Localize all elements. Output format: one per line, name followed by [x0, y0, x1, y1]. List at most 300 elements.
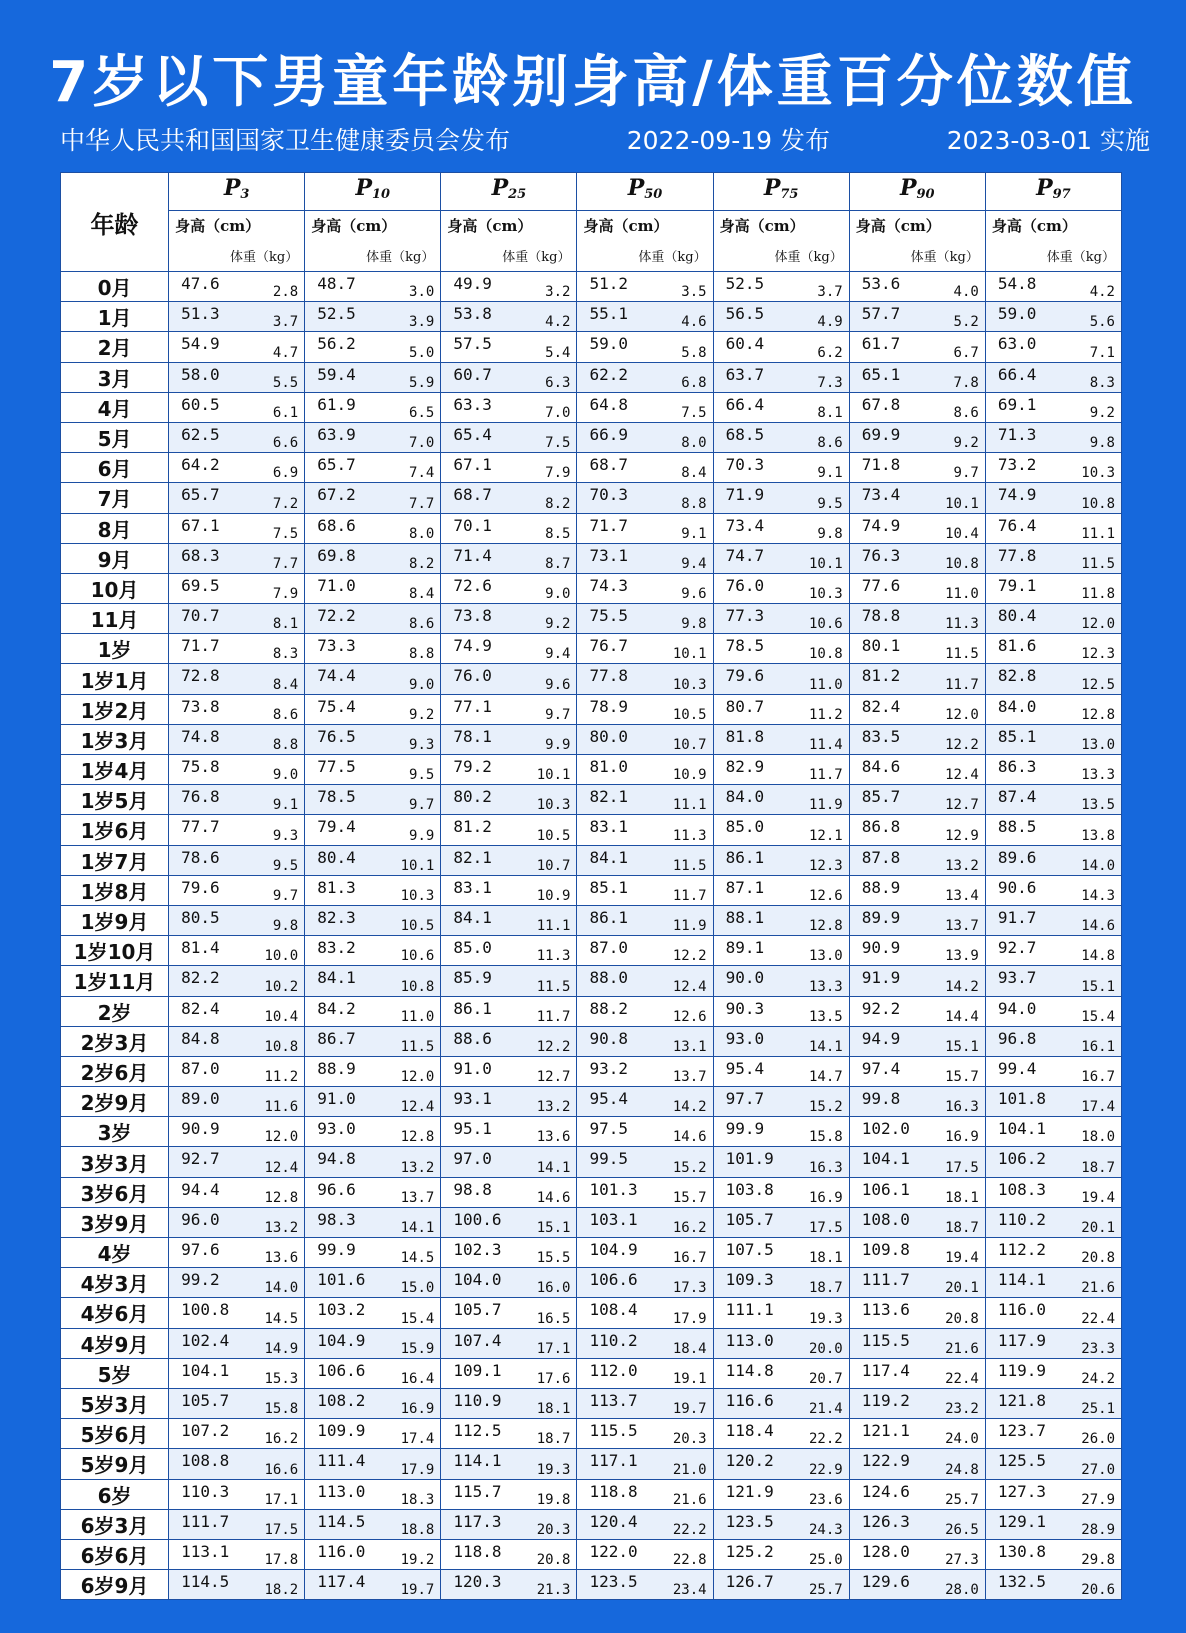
percentile-number: 75	[780, 187, 799, 202]
weight-value: 13.0	[1081, 737, 1115, 753]
value-cell	[713, 302, 849, 332]
value-cell	[985, 1147, 1121, 1177]
value-cell	[577, 543, 713, 573]
value-cell	[441, 1509, 577, 1539]
height-value: 88.5	[997, 817, 1037, 837]
age-cell: 4岁6月	[61, 1298, 169, 1328]
height-value: 126.3	[861, 1511, 910, 1531]
table-row	[61, 996, 1122, 1026]
weight-value: 9.7	[953, 465, 979, 482]
height-value: 122.0	[589, 1541, 638, 1561]
height-value: 97.6	[181, 1240, 220, 1259]
value-cell	[305, 362, 441, 392]
height-value: 128.0	[861, 1541, 910, 1561]
height-value: 112.0	[589, 1360, 638, 1380]
table-row	[61, 1509, 1122, 1539]
age-cell: 2岁3月	[61, 1026, 169, 1056]
height-value: 77.8	[997, 545, 1037, 565]
weight-value: 9.1	[272, 797, 299, 814]
height-value: 107.4	[453, 1330, 502, 1350]
height-value: 90.9	[181, 1119, 220, 1139]
weight-value: 19.1	[672, 1370, 707, 1387]
value-cell	[849, 543, 985, 573]
value-cell	[441, 1087, 577, 1117]
height-value: 103.2	[317, 1300, 366, 1320]
value-cell	[169, 1026, 305, 1056]
subtitle-bar	[60, 124, 1150, 158]
weight-value: 9.9	[545, 737, 571, 753]
value-cell	[441, 996, 577, 1026]
weight-value: 24.0	[945, 1431, 979, 1448]
weight-value: 13.7	[672, 1069, 707, 1086]
unit-header-cell	[985, 211, 1121, 272]
height-value: 74.4	[317, 666, 356, 686]
weight-value: 19.4	[945, 1250, 979, 1267]
weight-value: 7.0	[545, 404, 571, 421]
weight-value: 8.3	[1089, 374, 1115, 391]
height-value: 69.5	[181, 575, 220, 595]
table-row	[61, 483, 1122, 513]
height-value: 80.7	[725, 696, 765, 716]
value-cell	[713, 1570, 849, 1600]
weight-value: 19.3	[809, 1310, 843, 1327]
height-value: 67.2	[317, 485, 356, 505]
value-cell	[441, 302, 577, 332]
weight-value: 10.1	[400, 857, 435, 874]
value-cell	[305, 1056, 441, 1086]
height-value: 90.6	[997, 877, 1037, 897]
weight-value: 9.4	[545, 646, 571, 663]
height-value: 126.7	[725, 1572, 774, 1592]
value-cell	[849, 1419, 985, 1449]
effective-date: 2023-03-01 实施	[946, 126, 1150, 155]
weight-value: 12.9	[945, 827, 979, 844]
value-cell	[713, 332, 849, 362]
age-cell: 9月	[61, 543, 169, 573]
value-cell	[305, 422, 441, 452]
weight-value: 12.4	[264, 1159, 299, 1176]
height-value: 97.4	[861, 1058, 901, 1078]
value-cell	[985, 272, 1121, 302]
height-value: 87.4	[997, 787, 1037, 807]
weight-value: 11.7	[945, 676, 979, 693]
height-value: 68.7	[453, 485, 492, 505]
value-cell	[305, 1298, 441, 1328]
weight-value: 29.8	[1081, 1552, 1115, 1569]
weight-value: 13.2	[945, 857, 979, 874]
weight-value: 13.0	[809, 948, 843, 965]
value-cell	[305, 1147, 441, 1177]
height-value: 78.5	[725, 636, 765, 656]
value-cell	[849, 1147, 985, 1177]
weight-value: 15.7	[672, 1189, 707, 1206]
height-value: 73.3	[317, 636, 356, 656]
weight-value: 6.1	[272, 404, 299, 421]
height-value: 94.8	[317, 1149, 356, 1169]
weight-value: 12.6	[672, 1008, 707, 1025]
weight-value: 9.2	[1089, 404, 1115, 421]
height-value: 99.9	[317, 1240, 356, 1259]
value-cell	[577, 1509, 713, 1539]
height-value: 97.0	[453, 1149, 492, 1169]
height-value: 129.6	[861, 1572, 910, 1592]
height-value: 54.9	[181, 334, 220, 354]
table-row	[61, 1268, 1122, 1298]
weight-value: 11.2	[809, 706, 843, 723]
value-cell	[169, 1388, 305, 1418]
height-value: 77.6	[861, 575, 901, 595]
weight-value: 16.2	[264, 1431, 299, 1448]
weight-value: 21.6	[945, 1340, 979, 1357]
height-value: 76.5	[317, 726, 356, 746]
height-value: 62.5	[181, 424, 220, 444]
height-value: 68.3	[181, 545, 220, 565]
age-cell: 1岁3月	[61, 724, 169, 754]
weight-value: 7.0	[409, 435, 435, 452]
value-cell	[169, 513, 305, 543]
weight-unit-label: 体重（kg）	[910, 250, 979, 265]
value-cell	[305, 966, 441, 996]
value-cell	[169, 1539, 305, 1569]
weight-value: 21.0	[672, 1461, 707, 1478]
table-row	[61, 905, 1122, 935]
table-row	[61, 755, 1122, 785]
table-row	[61, 694, 1122, 724]
value-cell	[305, 1087, 441, 1117]
weight-value: 14.6	[536, 1189, 571, 1206]
height-value: 108.0	[861, 1209, 910, 1229]
value-cell	[849, 905, 985, 935]
value-cell	[305, 1509, 441, 1539]
value-cell	[713, 604, 849, 634]
height-value: 88.0	[589, 968, 628, 988]
value-cell	[577, 996, 713, 1026]
value-cell	[441, 392, 577, 422]
weight-value: 6.3	[545, 374, 571, 391]
age-column-header: 年龄	[61, 173, 169, 272]
value-cell	[169, 724, 305, 754]
height-value: 52.5	[317, 304, 356, 324]
height-value: 64.8	[589, 394, 628, 414]
height-value: 114.1	[453, 1451, 502, 1471]
weight-value: 8.6	[817, 435, 843, 452]
weight-value: 9.2	[545, 616, 571, 633]
weight-value: 23.4	[672, 1582, 707, 1599]
weight-value: 4.9	[817, 314, 843, 331]
weight-value: 14.1	[536, 1159, 571, 1176]
percentile-number: 10	[372, 187, 391, 202]
weight-value: 22.8	[672, 1552, 707, 1569]
weight-value: 17.1	[264, 1491, 299, 1508]
value-cell	[985, 1056, 1121, 1086]
value-cell	[441, 1419, 577, 1449]
value-cell	[985, 996, 1121, 1026]
height-value: 78.6	[181, 847, 220, 867]
weight-value: 17.9	[400, 1461, 435, 1478]
value-cell	[441, 483, 577, 513]
height-value: 111.7	[181, 1511, 230, 1531]
height-value: 94.4	[181, 1179, 220, 1199]
weight-value: 10.3	[809, 586, 843, 603]
weight-value: 14.1	[400, 1220, 435, 1236]
value-cell	[441, 1268, 577, 1298]
weight-value: 11.9	[809, 797, 843, 814]
height-value: 77.3	[725, 606, 765, 626]
value-cell	[577, 1539, 713, 1569]
height-value: 65.7	[181, 485, 220, 505]
weight-value: 20.1	[945, 1280, 979, 1297]
value-cell	[169, 1177, 305, 1207]
value-cell	[577, 483, 713, 513]
value-cell	[985, 875, 1121, 905]
value-cell	[577, 694, 713, 724]
value-cell	[305, 1238, 441, 1268]
height-value: 100.6	[453, 1209, 502, 1229]
value-cell	[169, 1207, 305, 1237]
weight-value: 18.3	[400, 1491, 435, 1508]
height-value: 93.0	[725, 1028, 765, 1048]
value-cell	[713, 1358, 849, 1388]
height-value: 82.8	[997, 666, 1037, 686]
value-cell	[169, 845, 305, 875]
value-cell	[305, 483, 441, 513]
weight-value: 18.2	[264, 1582, 299, 1599]
value-cell	[441, 1147, 577, 1177]
table-row	[61, 422, 1122, 452]
weight-value: 23.3	[1081, 1340, 1115, 1357]
value-cell	[985, 845, 1121, 875]
value-cell	[713, 1388, 849, 1418]
height-value: 88.9	[317, 1058, 356, 1078]
height-value: 76.0	[453, 666, 492, 686]
value-cell	[985, 1268, 1121, 1298]
value-cell	[849, 513, 985, 543]
value-cell	[305, 634, 441, 664]
weight-value: 7.7	[272, 555, 299, 572]
weight-value: 11.1	[672, 797, 707, 814]
height-value: 79.4	[317, 817, 356, 837]
value-cell	[305, 996, 441, 1026]
value-cell	[441, 1479, 577, 1509]
weight-value: 13.5	[1081, 797, 1115, 814]
value-cell	[577, 392, 713, 422]
weight-value: 8.4	[272, 676, 299, 693]
weight-value: 11.5	[536, 978, 571, 995]
weight-value: 17.3	[672, 1280, 707, 1297]
weight-value: 10.1	[945, 495, 979, 512]
weight-value: 15.1	[1081, 978, 1115, 995]
percentile-number: 97	[1052, 187, 1071, 202]
table-row	[61, 664, 1122, 694]
value-cell	[713, 755, 849, 785]
value-cell	[713, 1177, 849, 1207]
weight-value: 12.0	[1081, 616, 1115, 633]
height-value: 84.2	[317, 998, 356, 1018]
value-cell	[577, 272, 713, 302]
weight-value: 13.4	[945, 887, 979, 904]
weight-value: 16.4	[400, 1370, 435, 1387]
weight-value: 18.7	[809, 1280, 843, 1297]
height-value: 88.1	[725, 907, 765, 927]
height-value: 119.9	[997, 1360, 1047, 1380]
height-value: 105.7	[453, 1300, 502, 1320]
weight-value: 19.7	[400, 1582, 435, 1599]
value-cell	[985, 392, 1121, 422]
percentile-header-p50: $P_{50}$	[577, 173, 713, 211]
value-cell	[577, 1328, 713, 1358]
weight-value: 16.3	[809, 1159, 843, 1176]
value-cell	[849, 1268, 985, 1298]
value-cell	[441, 785, 577, 815]
height-value: 91.0	[453, 1058, 492, 1078]
value-cell	[169, 815, 305, 845]
value-cell	[441, 362, 577, 392]
weight-value: 9.6	[681, 586, 707, 603]
weight-value: 9.8	[681, 616, 707, 633]
weight-value: 20.0	[809, 1340, 843, 1357]
age-cell: 1岁	[61, 634, 169, 664]
weight-value: 9.1	[817, 465, 843, 482]
weight-value: 17.5	[264, 1521, 299, 1538]
weight-value: 15.2	[672, 1159, 707, 1176]
height-value: 110.9	[453, 1390, 502, 1410]
height-value: 70.3	[725, 455, 765, 475]
weight-value: 13.2	[536, 1099, 571, 1116]
value-cell	[169, 996, 305, 1026]
height-value: 117.1	[589, 1451, 638, 1471]
value-cell	[713, 272, 849, 302]
table-row	[61, 332, 1122, 362]
weight-value: 17.5	[809, 1220, 843, 1236]
weight-value: 10.3	[400, 887, 435, 904]
age-cell: 4岁9月	[61, 1328, 169, 1358]
weight-value: 12.0	[400, 1069, 435, 1086]
weight-value: 11.7	[536, 1008, 571, 1025]
value-cell	[169, 1117, 305, 1147]
value-cell	[441, 422, 577, 452]
weight-value: 9.7	[409, 797, 435, 814]
weight-value: 8.4	[681, 465, 707, 482]
weight-value: 11.0	[945, 586, 979, 603]
weight-unit-label: 体重（kg）	[1046, 250, 1115, 265]
percentile-number: 90	[916, 187, 935, 202]
value-cell	[713, 634, 849, 664]
weight-value: 12.1	[809, 827, 843, 844]
value-cell	[441, 1117, 577, 1147]
height-value: 85.0	[725, 817, 765, 837]
height-value: 78.9	[589, 696, 628, 716]
height-value: 107.2	[181, 1421, 230, 1441]
weight-value: 15.1	[945, 1038, 979, 1055]
value-cell	[985, 1388, 1121, 1418]
weight-value: 13.3	[1081, 767, 1115, 784]
weight-value: 9.2	[409, 706, 435, 723]
table-row	[61, 1479, 1122, 1509]
height-value: 85.9	[453, 968, 492, 988]
weight-unit-label: 体重（kg）	[638, 250, 707, 265]
weight-value: 6.8	[681, 374, 707, 391]
value-cell	[305, 1026, 441, 1056]
age-cell: 1岁4月	[61, 755, 169, 785]
table-row	[61, 513, 1122, 543]
weight-value: 12.3	[809, 857, 843, 874]
weight-value: 5.8	[681, 344, 707, 361]
percentile-number: 25	[508, 187, 527, 202]
height-value: 80.2	[453, 787, 492, 807]
weight-value: 14.1	[809, 1038, 843, 1055]
table-row	[61, 1026, 1122, 1056]
value-cell	[713, 694, 849, 724]
value-cell	[441, 1449, 577, 1479]
value-cell	[849, 1570, 985, 1600]
value-cell	[849, 453, 985, 483]
weight-value: 9.8	[1089, 435, 1115, 452]
value-cell	[849, 664, 985, 694]
value-cell	[849, 845, 985, 875]
value-cell	[985, 302, 1121, 332]
weight-value: 13.7	[945, 918, 979, 935]
value-cell	[985, 513, 1121, 543]
value-cell	[441, 815, 577, 845]
value-cell	[713, 845, 849, 875]
weight-value: 8.2	[409, 555, 435, 572]
weight-value: 20.3	[536, 1521, 571, 1538]
weight-value: 16.9	[400, 1401, 435, 1418]
percentile-table-container	[60, 172, 1122, 1599]
height-value: 87.1	[725, 877, 765, 897]
weight-value: 15.1	[536, 1220, 571, 1236]
value-cell	[713, 1419, 849, 1449]
age-cell: 3岁	[61, 1117, 169, 1147]
value-cell	[849, 996, 985, 1026]
value-cell	[849, 634, 985, 664]
height-value: 83.5	[861, 726, 901, 746]
weight-value: 21.3	[536, 1582, 571, 1599]
height-value: 105.7	[181, 1390, 230, 1410]
height-value: 57.7	[861, 304, 901, 324]
value-cell	[169, 875, 305, 905]
weight-value: 9.1	[681, 525, 707, 542]
height-value: 82.2	[181, 968, 220, 988]
weight-unit-label: 体重（kg）	[230, 250, 299, 265]
height-value: 73.1	[589, 545, 628, 565]
weight-value: 24.2	[1081, 1370, 1115, 1387]
value-cell	[441, 604, 577, 634]
value-cell	[985, 694, 1121, 724]
table-row	[61, 815, 1122, 845]
value-cell	[985, 422, 1121, 452]
height-value: 93.2	[589, 1058, 628, 1078]
weight-value: 3.9	[409, 314, 435, 331]
weight-value: 16.6	[264, 1461, 299, 1478]
age-cell: 3岁6月	[61, 1177, 169, 1207]
value-cell	[849, 332, 985, 362]
age-cell: 1岁9月	[61, 905, 169, 935]
value-cell	[441, 1207, 577, 1237]
weight-value: 20.8	[1081, 1250, 1115, 1267]
weight-value: 9.0	[545, 586, 571, 603]
table-row	[61, 1117, 1122, 1147]
height-value: 110.3	[181, 1481, 230, 1501]
weight-value: 15.4	[1081, 1008, 1115, 1025]
weight-value: 10.5	[536, 827, 571, 844]
height-value: 88.6	[453, 1028, 492, 1048]
height-value: 61.9	[317, 394, 356, 414]
weight-value: 7.9	[545, 465, 571, 482]
height-value: 56.5	[725, 304, 765, 324]
table-row	[61, 1177, 1122, 1207]
weight-value: 25.0	[809, 1552, 843, 1569]
